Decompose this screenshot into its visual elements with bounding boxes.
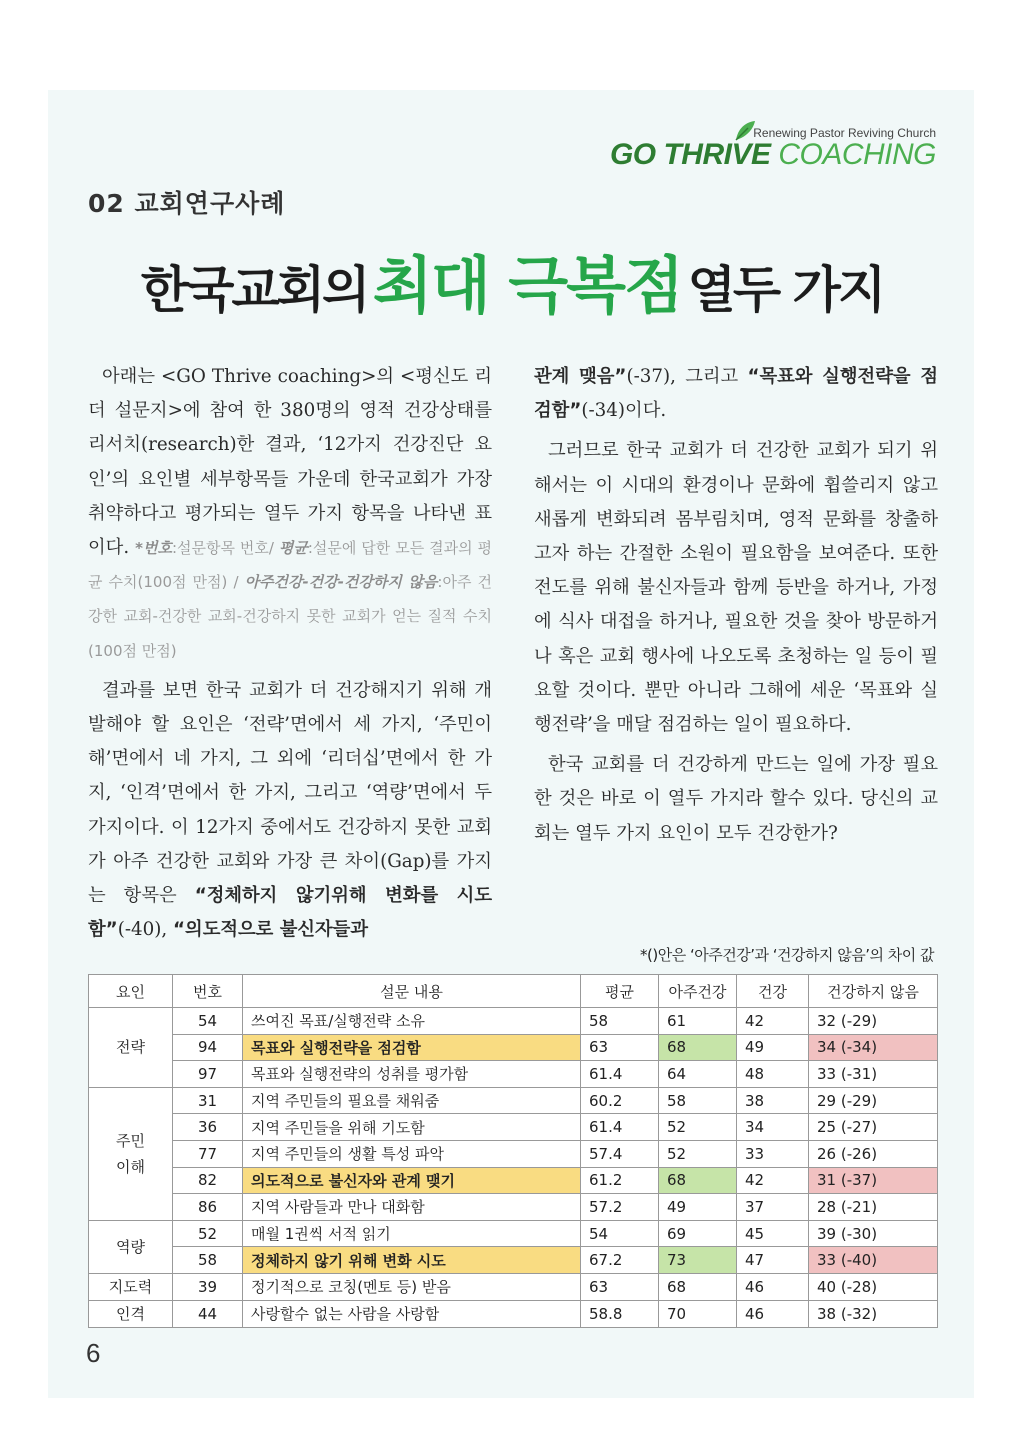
- cell-very-healthy: 58: [659, 1087, 737, 1114]
- cell-average: 58.8: [581, 1300, 659, 1327]
- paragraph-text: 아래는 <GO Thrive coaching>의 <평신도 리더 설문지>에 참여 한 380명의 영적 건강상태를 리서치(research)한 결과, ‘12가지 건강진단 요인’의 요인별 세부항목들 가운데 한국교회가 가장 취약하다고 평가되는 열두 가지 항목을 나타낸 표이다.: [88, 366, 492, 559]
- table-row: [89, 1008, 938, 1035]
- column-header: 건강하지 않음: [809, 975, 938, 1008]
- group-cell: 역량: [89, 1220, 173, 1273]
- cell-healthy: 34: [737, 1114, 809, 1141]
- cell-question: 지역 주민들의 필요를 채워줌: [243, 1087, 581, 1114]
- title-part-1: 한국교회의: [140, 261, 368, 319]
- column-header: 아주건강: [659, 975, 737, 1008]
- cell-very-healthy: 68: [659, 1273, 737, 1300]
- table-row: [89, 1114, 938, 1141]
- table-row: [89, 1273, 938, 1300]
- results-table: [88, 974, 938, 1328]
- cell-healthy: 37: [737, 1194, 809, 1221]
- cell-number: 44: [173, 1300, 243, 1327]
- cell-very-healthy: 52: [659, 1114, 737, 1141]
- cell-average: 61.4: [581, 1114, 659, 1141]
- cell-very-healthy: 70: [659, 1300, 737, 1327]
- group-cell: [89, 1087, 173, 1220]
- cell-question: 쓰여진 목표/실행전략 소유: [243, 1008, 581, 1035]
- cell-average: 63: [581, 1273, 659, 1300]
- cell-question: 매월 1권씩 서적 읽기: [243, 1220, 581, 1247]
- cell-question: 지역 주민들의 생활 특성 파악: [243, 1140, 581, 1167]
- go-thrive-logo: [609, 120, 936, 174]
- paragraph-text: (-40),: [117, 919, 174, 941]
- cell-healthy: 46: [737, 1273, 809, 1300]
- table-row: [89, 1194, 938, 1221]
- cell-question: 지역 사람들과 만나 대화함: [243, 1194, 581, 1221]
- cell-question: 정기적으로 코칭(멘토 등) 받음: [243, 1273, 581, 1300]
- cell-number: 52: [173, 1220, 243, 1247]
- table-row: [89, 1247, 938, 1274]
- cell-number: 36: [173, 1114, 243, 1141]
- paragraph: [88, 360, 492, 668]
- paragraph: [88, 674, 492, 948]
- cell-number: 94: [173, 1034, 243, 1061]
- cell-not-healthy: 28 (-21): [809, 1194, 938, 1221]
- paragraph: [534, 360, 938, 428]
- cell-average: 67.2: [581, 1247, 659, 1274]
- article-column-right: [534, 360, 938, 857]
- cell-average: 61.2: [581, 1167, 659, 1194]
- cell-number: 58: [173, 1247, 243, 1274]
- cell-question: 목표와 실행전략을 점검함: [243, 1034, 581, 1061]
- group-label: 주민 이해: [116, 1131, 145, 1176]
- paragraph-text: (-37), 그리고: [626, 366, 748, 387]
- cell-very-healthy: 49: [659, 1194, 737, 1221]
- logo-brand: [610, 138, 936, 172]
- logo-brand-light: COACHING: [778, 138, 936, 171]
- group-cell: 인격: [89, 1300, 173, 1327]
- table-row: [89, 1220, 938, 1247]
- emphasis-text: “의도적으로 불신자들과: [173, 919, 368, 941]
- emphasis-text: 관계 맺음”: [534, 366, 627, 387]
- column-header: 번호: [173, 975, 243, 1008]
- table-row: [89, 1034, 938, 1061]
- cell-healthy: 46: [737, 1300, 809, 1327]
- cell-healthy: 48: [737, 1061, 809, 1088]
- column-header: 설문 내용: [243, 975, 581, 1008]
- column-header: 평균: [581, 975, 659, 1008]
- cell-not-healthy: 33 (-40): [809, 1247, 938, 1274]
- legend-text: :설문항목 번호/: [171, 539, 279, 558]
- cell-average: 58: [581, 1008, 659, 1035]
- cell-number: 77: [173, 1140, 243, 1167]
- legend-key: 아주건강-건강-건강하지 않음: [244, 573, 438, 592]
- cell-question: 의도적으로 불신자와 관계 맺기: [243, 1167, 581, 1194]
- legend-key: 평균: [278, 539, 308, 558]
- cell-very-healthy: 52: [659, 1140, 737, 1167]
- cell-not-healthy: 34 (-34): [809, 1034, 938, 1061]
- cell-not-healthy: 26 (-26): [809, 1140, 938, 1167]
- cell-average: 57.4: [581, 1140, 659, 1167]
- logo-tagline: Renewing Pastor Reviving Church: [753, 126, 936, 140]
- cell-very-healthy: 68: [659, 1034, 737, 1061]
- cell-healthy: 42: [737, 1167, 809, 1194]
- cell-average: 61.4: [581, 1061, 659, 1088]
- cell-number: 54: [173, 1008, 243, 1035]
- emphasis-text: “목표와 실행전략을 점검함”: [534, 366, 938, 422]
- table-legend-note: [88, 539, 492, 660]
- logo-brand-bold: GO THRIVE: [609, 138, 771, 171]
- legend-key: *번호: [135, 539, 172, 558]
- legend-text: :아주 건강한 교회-건강한 교회-건강하지 못한 교회가 얻는 질적 수치(100점 만점): [88, 573, 492, 660]
- cell-not-healthy: 39 (-30): [809, 1220, 938, 1247]
- table-row: [89, 1140, 938, 1167]
- cell-very-healthy: 68: [659, 1167, 737, 1194]
- cell-average: 60.2: [581, 1087, 659, 1114]
- cell-average: 54: [581, 1220, 659, 1247]
- cell-healthy: 45: [737, 1220, 809, 1247]
- paragraph: 한국 교회를 더 건강하게 만드는 일에 가장 필요한 것은 바로 이 열두 가지라 할수 있다. 당신의 교회는 열두 가지 요인이 모두 건강한가?: [534, 754, 938, 844]
- cell-not-healthy: 32 (-29): [809, 1008, 938, 1035]
- table-row: [89, 1061, 938, 1088]
- table-header-row: [89, 975, 938, 1008]
- page-title: [0, 236, 1024, 325]
- column-header: 요인: [89, 975, 173, 1008]
- title-highlight: 최대 극복점: [372, 249, 682, 322]
- cell-very-healthy: 69: [659, 1220, 737, 1247]
- table-row: [89, 1300, 938, 1327]
- cell-question: 목표와 실행전략의 성취를 평가함: [243, 1061, 581, 1088]
- cell-average: 57.2: [581, 1194, 659, 1221]
- cell-number: 31: [173, 1087, 243, 1114]
- paragraph-text: 결과를 보면 한국 교회가 더 건강해지기 위해 개발해야 할 요인은 ‘전략’면에서 세 가지, ‘주민이해’면에서 네 가지, 그 외에 ‘리더십’면에서 한 가지, ‘인격’면에서 한 가지, 그리고 ‘역량’면에서 두 가지이다. 이 12가지 중에서도 건강하지 못한 교회가 아주 건강한 교회와 가장 큰 차이(Gap)를 가지는 항목은: [88, 679, 492, 907]
- cell-not-healthy: 31 (-37): [809, 1167, 938, 1194]
- cell-healthy: 47: [737, 1247, 809, 1274]
- cell-average: 63: [581, 1034, 659, 1061]
- title-part-3: 열두 가지: [687, 261, 884, 319]
- cell-not-healthy: 40 (-28): [809, 1273, 938, 1300]
- group-cell: 전략: [89, 1008, 173, 1088]
- cell-question: 지역 주민들을 위해 기도함: [243, 1114, 581, 1141]
- cell-number: 39: [173, 1273, 243, 1300]
- cell-number: 97: [173, 1061, 243, 1088]
- group-cell: 지도력: [89, 1273, 173, 1300]
- table-row: [89, 1087, 938, 1114]
- page-number: 6: [86, 1338, 101, 1368]
- paragraph-text: (-34)이다.: [581, 400, 667, 422]
- legend-text: :설문에 답한 모든 결과의 평균 수치(100점 만점) /: [88, 539, 492, 592]
- cell-very-healthy: 61: [659, 1008, 737, 1035]
- cell-very-healthy: 73: [659, 1247, 737, 1274]
- cell-not-healthy: 25 (-27): [809, 1114, 938, 1141]
- cell-question: 사랑할수 없는 사람을 사랑함: [243, 1300, 581, 1327]
- cell-question: 정체하지 않기 위해 변화 시도: [243, 1247, 581, 1274]
- cell-not-healthy: 33 (-31): [809, 1061, 938, 1088]
- cell-healthy: 42: [737, 1008, 809, 1035]
- emphasis-text: “정체하지 않기위해 변화를 시도함”: [88, 885, 492, 941]
- paragraph: 그러므로 한국 교회가 더 건강한 교회가 되기 위해서는 이 시대의 환경이나 문화에 휩쓸리지 않고 새롭게 변화되려 몸부림치며, 영적 문화를 창출하고자 하는 간절한 소원이 필요함을 보여준다. 또한 전도를 위해 불신자들과 함께 등반을 하거나, 가정에 식사 대접을 하거나, 필요한 것을 찾아 방문하거나 혹은 교회 행사에 나오도록 초청하는 일 등이 필요할 것이다. 뿐만 아니라 그해에 세운 ‘목표와 실행전략’을 매달 점검하는 일이 필요하다.: [534, 440, 938, 736]
- column-header: 건강: [737, 975, 809, 1008]
- cell-number: 86: [173, 1194, 243, 1221]
- cell-healthy: 49: [737, 1034, 809, 1061]
- cell-very-healthy: 64: [659, 1061, 737, 1088]
- cell-healthy: 38: [737, 1087, 809, 1114]
- table-caption: *()안은 ‘아주건강’과 ‘건강하지 않음’의 차이 값: [640, 946, 934, 964]
- article-column-left: [88, 360, 492, 953]
- table-row: [89, 1167, 938, 1194]
- cell-number: 82: [173, 1167, 243, 1194]
- cell-not-healthy: 29 (-29): [809, 1087, 938, 1114]
- cell-not-healthy: 38 (-32): [809, 1300, 938, 1327]
- section-label: 02 교회연구사례: [88, 189, 286, 218]
- cell-healthy: 33: [737, 1140, 809, 1167]
